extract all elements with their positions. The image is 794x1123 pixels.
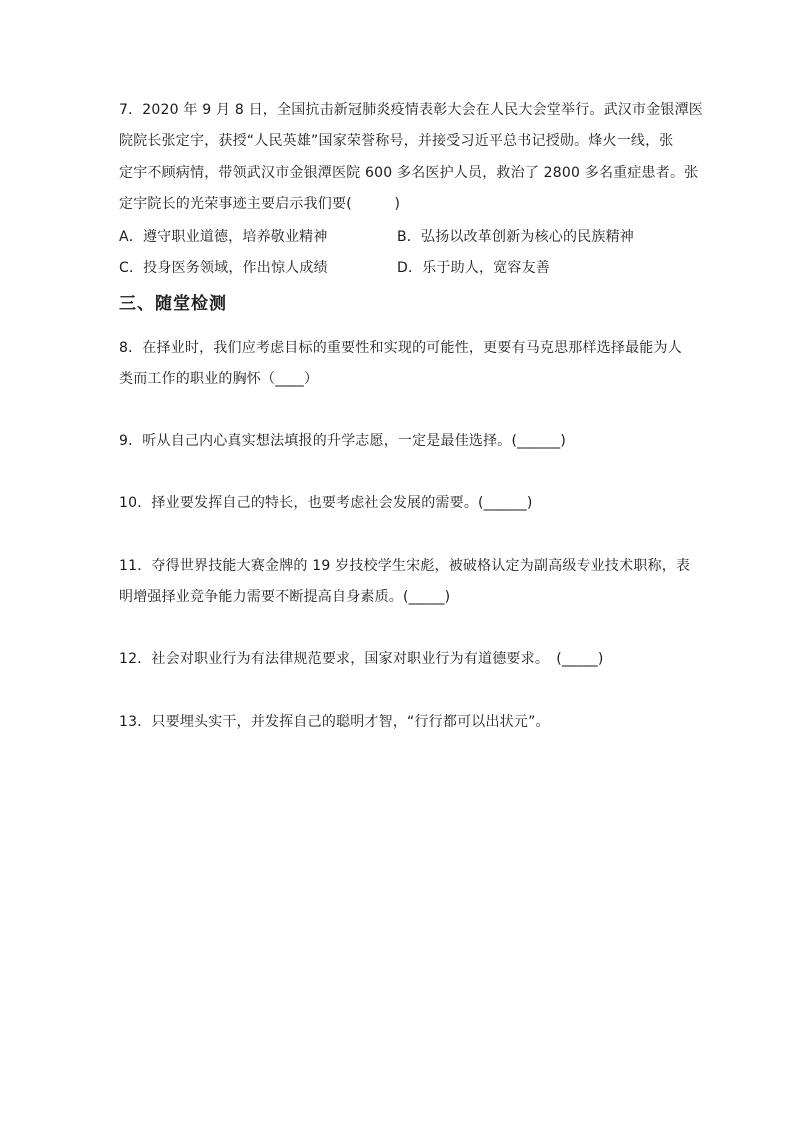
question-12: 12．社会对职业行为有法律规范要求，国家对职业行为有道德要求。 (_____) (119, 651, 604, 667)
question-13: 13．只要埋头实干，并发挥自己的聪明才智，“行行都可以出状元”。 (119, 714, 550, 730)
question-7-option-a: A．遵守职业道德，培养敬业精神 (119, 229, 328, 245)
question-9: 9．听从自己内心真实想法填报的升学志愿，一定是最佳选择。(______) (119, 433, 567, 449)
question-11-line-1: 11．夺得世界技能大赛金牌的 19 岁技校学生宋彪，被破格认定为副高级专业技术职称，表 (119, 558, 691, 574)
question-10: 10．择业要发挥自己的特长，也要考虑社会发展的需要。(______) (119, 495, 533, 511)
question-7-line-2: 院院长张定宇，获授“人民英雄”国家荣誉称号，并接受习近平总书记授勋。烽火一线，张 (119, 133, 674, 149)
section-title: 三、随堂检测 (119, 294, 227, 314)
question-7-line-4: 定宇院长的光荣事迹主要启示我们要( ) (119, 196, 401, 212)
question-8-line-1: 8．在择业时，我们应考虑目标的重要性和实现的可能性，更要有马克思那样选择最能为人 (119, 340, 682, 356)
question-8-line-2: 类而工作的职业的胸怀（____） (119, 371, 319, 387)
question-11-line-2: 明增强择业竞争能力需要不断提高自身素质。(_____) (119, 589, 451, 605)
question-7-option-d: D．乐于助人，宽容友善 (397, 260, 550, 276)
question-7-line-3: 定宇不顾病情，带领武汉市金银潭医院 600 多名医护人员，救治了 2800 多名重症患者。张 (119, 165, 699, 181)
question-7-line-1: 7．2020 年 9 月 8 日，全国抗击新冠肺炎疫情表彰大会在人民大会堂举行。武汉市金银潭医 (119, 102, 703, 118)
question-7-option-b: B．弘扬以改革创新为核心的民族精神 (397, 229, 635, 245)
question-7-option-c: C．投身医务领域，作出惊人成绩 (119, 260, 328, 276)
